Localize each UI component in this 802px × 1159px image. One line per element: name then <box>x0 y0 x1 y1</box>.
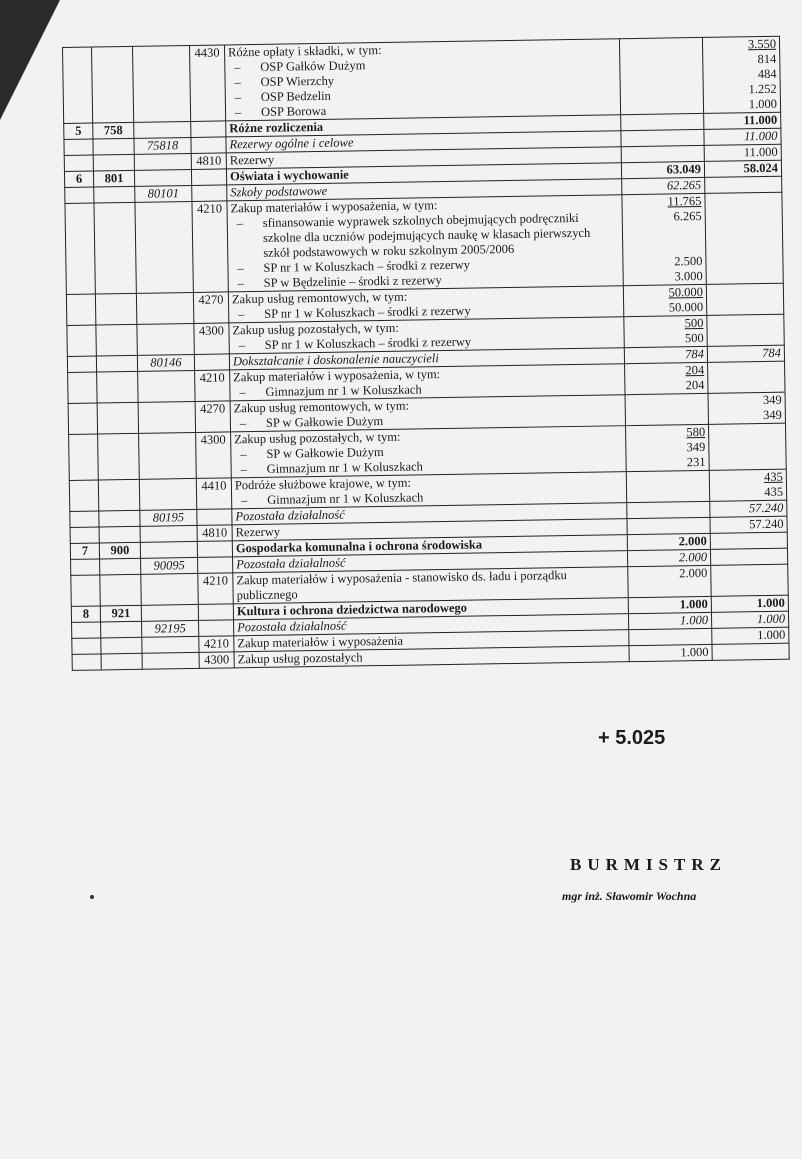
amount-value <box>714 533 784 549</box>
paragraph-code-cell: 4210 <box>199 636 234 653</box>
item-number-cell <box>67 356 96 372</box>
increase-amount-cell <box>629 628 712 645</box>
increase-amount-cell <box>621 129 704 146</box>
chapter-code-cell: 80195 <box>140 509 197 526</box>
item-number-cell <box>63 47 93 123</box>
paragraph-code-cell <box>198 604 233 621</box>
increase-amount-cell <box>621 113 704 130</box>
description-line: – OSP Bedzelin <box>229 84 617 105</box>
section-code-cell: 921 <box>100 605 141 622</box>
amount-value: 204 <box>685 362 705 378</box>
paragraph-code-cell <box>191 121 226 138</box>
decrease-amount-cell <box>710 532 787 549</box>
chapter-code-cell <box>139 432 197 479</box>
amount-value <box>630 518 706 534</box>
item-number-cell <box>69 480 98 511</box>
chapter-code-cell <box>138 370 195 402</box>
decrease-amount-cell <box>709 423 787 470</box>
amount-value: 1.000 <box>748 96 778 112</box>
paragraph-code-cell: 4810 <box>191 153 226 170</box>
amount-value <box>624 83 700 99</box>
amount-value: 3.000 <box>674 268 703 284</box>
amount-value <box>714 549 784 565</box>
description-line: Zakup usług remontowych, w tym: <box>231 289 408 307</box>
amount-value <box>629 409 705 425</box>
increase-amount-cell <box>621 161 704 178</box>
amount-value: 1.000 <box>756 611 786 627</box>
section-code-cell <box>95 293 136 325</box>
description-line: – SP w Gałkowie Dużym <box>234 410 622 431</box>
description-line: Zakup usług pozostałych, w tym: <box>232 320 399 338</box>
description-line: Rezerwy ogólne i celowe <box>229 135 354 152</box>
amount-value: 11.000 <box>743 112 778 128</box>
amount-value: 50.000 <box>668 299 704 315</box>
item-number-cell <box>71 559 100 575</box>
chapter-code-cell <box>141 604 198 621</box>
item-number-cell: 8 <box>71 606 100 622</box>
amount-value <box>624 130 700 146</box>
description-line: Pozostała działalność <box>237 618 347 635</box>
paragraph-code-cell: 4810 <box>197 525 232 542</box>
decrease-amount-cell <box>709 469 786 501</box>
amount-value: 580 <box>686 424 706 440</box>
item-number-cell: 6 <box>64 171 93 187</box>
amount-value <box>710 268 780 284</box>
amount-value: 2.000 <box>678 549 708 565</box>
description-line: Dokształcanie i doskonalenie nauczycieli <box>232 351 439 369</box>
description-line: – SP nr 1 w Koluszkach – środki z rezerwy <box>233 332 621 353</box>
section-code-cell <box>94 186 135 203</box>
increase-amount-cell <box>625 393 708 425</box>
section-code-cell <box>98 479 139 511</box>
chapter-code-cell <box>139 478 196 510</box>
section-code-cell <box>94 202 136 294</box>
section-code-cell <box>96 324 137 356</box>
chapter-code-cell <box>135 201 193 293</box>
paragraph-code-cell <box>198 557 233 574</box>
amount-value <box>711 377 781 393</box>
amount-value: 349 <box>763 407 782 423</box>
description-line: Różne rozliczenia <box>229 119 324 136</box>
amount-value <box>629 394 705 410</box>
amount-value <box>711 362 781 378</box>
section-code-cell <box>92 46 134 123</box>
description-line: – OSP Wierzchy <box>228 69 616 90</box>
scan-shadow <box>0 0 60 120</box>
description-line: Zakup usług remontowych, w tym: <box>233 398 410 416</box>
amount-value: 58.024 <box>743 160 779 176</box>
description-line: – Gimnazjum nr 1 w Koluszkach <box>235 487 623 508</box>
description-line: Gospodarka komunalna i ochrona środowiska <box>235 537 483 556</box>
description-cell <box>227 195 623 292</box>
section-code-cell: 900 <box>99 542 140 559</box>
item-number-cell: 7 <box>70 543 99 559</box>
chapter-code-cell: 90095 <box>141 557 198 574</box>
amount-value <box>710 299 780 315</box>
item-number-cell <box>72 654 101 670</box>
increase-amount-cell <box>627 549 710 566</box>
increase-amount-cell <box>626 470 709 502</box>
section-code-cell <box>97 402 138 434</box>
decrease-amount-cell <box>710 548 787 565</box>
amount-value: 435 <box>763 469 783 485</box>
description-line: Oświata i wychowanie <box>229 167 349 184</box>
amount-value <box>630 486 706 502</box>
chapter-code-cell <box>134 169 191 186</box>
description-line: szkół podstawowych w roku szkolnym 2005/2006 <box>263 241 515 260</box>
amount-value <box>624 114 700 130</box>
chapter-code-cell: 92195 <box>142 620 199 637</box>
paragraph-code-cell <box>191 169 226 186</box>
amount-value <box>626 224 702 240</box>
increase-amount-cell <box>628 596 711 613</box>
paragraph-code-cell: 4300 <box>196 432 232 479</box>
amount-value <box>709 223 779 239</box>
amount-value <box>709 253 779 269</box>
amount-value: 500 <box>684 330 704 346</box>
amount-value: 11.000 <box>743 128 778 144</box>
amount-value <box>623 53 699 69</box>
decrease-amount-cell <box>711 611 788 628</box>
increase-amount-cell <box>624 315 707 347</box>
section-code-cell <box>101 637 142 654</box>
chapter-code-cell <box>138 401 195 433</box>
paragraph-code-cell: 4300 <box>194 323 229 355</box>
decrease-amount-cell <box>704 112 781 129</box>
amount-value <box>714 580 784 596</box>
chapter-code-cell <box>142 636 199 653</box>
amount-value: 1.000 <box>680 644 709 660</box>
section-code-cell <box>100 558 141 575</box>
item-number-cell <box>65 203 95 294</box>
section-code-cell <box>99 526 140 543</box>
item-number-cell <box>68 403 97 434</box>
amount-value: 57.240 <box>749 516 784 532</box>
item-number-cell <box>71 575 100 606</box>
increase-amount-cell <box>626 424 710 471</box>
decrease-amount-cell <box>705 176 782 193</box>
description-line: – sfinansowanie wyprawek szkolnych obejmujących podręczniki <box>231 210 619 231</box>
item-number-cell <box>69 434 99 480</box>
amount-value <box>709 208 779 224</box>
increase-amount-cell <box>627 533 710 550</box>
amount-value <box>623 68 699 84</box>
signature-name: mgr inż. Sławomir Wochna <box>562 889 697 903</box>
section-code-cell <box>101 653 142 670</box>
amount-value: 484 <box>757 66 777 82</box>
increase-amount-cell <box>627 501 710 518</box>
section-code-cell <box>101 621 142 638</box>
amount-value: 11.765 <box>667 193 702 209</box>
amount-value <box>630 502 706 518</box>
increase-amount-cell <box>628 612 711 629</box>
decrease-amount-cell <box>712 627 789 644</box>
chapter-code-cell <box>141 573 198 605</box>
item-number-cell <box>64 139 93 155</box>
decrease-amount-cell <box>712 643 789 660</box>
amount-value: 231 <box>686 454 706 470</box>
amount-value: 1.252 <box>748 81 777 97</box>
item-number-cell <box>67 325 96 356</box>
section-code-cell: 758 <box>93 122 134 139</box>
item-number-cell <box>70 527 99 543</box>
description-cell <box>224 39 620 121</box>
paragraph-code-cell: 4300 <box>199 652 234 669</box>
amount-value <box>710 284 780 300</box>
decrease-amount-cell <box>704 128 781 145</box>
amount-value <box>711 330 781 346</box>
item-number-cell <box>72 638 101 654</box>
increase-amount-cell <box>622 193 706 285</box>
chapter-code-cell <box>142 652 199 669</box>
item-number-cell <box>65 187 94 203</box>
increase-amount-cell <box>625 362 708 394</box>
decrease-amount-cell <box>702 36 780 113</box>
amount-value <box>624 98 700 114</box>
amount-value: 3.550 <box>747 36 777 52</box>
amount-value <box>710 315 780 331</box>
description-line: szkolne dla uczniów podejmujących naukę w klasach pierwszych <box>262 225 591 245</box>
item-number-cell <box>68 372 97 403</box>
chapter-code-cell <box>137 323 194 355</box>
description-line: Zakup materiałów i wyposażenia - stanowisko ds. ładu i porządku <box>236 568 567 588</box>
decrease-amount-cell <box>708 392 785 424</box>
amount-value <box>712 454 782 470</box>
amount-value: 57.240 <box>748 500 784 516</box>
amount-value: 349 <box>762 392 782 408</box>
item-number-cell <box>64 155 93 171</box>
section-code-cell <box>93 138 134 155</box>
amount-value <box>631 581 707 597</box>
section-code-cell <box>99 510 140 527</box>
amount-value: 2.000 <box>679 565 708 581</box>
section-code-cell <box>98 433 140 480</box>
amount-value: 6.265 <box>673 208 702 224</box>
amount-value: 204 <box>685 377 705 393</box>
paragraph-code-cell <box>197 541 232 558</box>
description-line: Szkoły podstawowe <box>230 183 328 200</box>
amount-value <box>623 38 699 54</box>
description-line: – OSP Borowa <box>229 99 617 120</box>
chapter-code-cell <box>136 292 193 324</box>
decrease-amount-cell <box>704 144 781 161</box>
chapter-code-cell <box>134 121 191 138</box>
description-line: publicznego <box>236 587 298 603</box>
description-line: – SP nr 1 w Koluszkach – środki z rezerwy <box>231 255 619 276</box>
amount-value: 11.000 <box>743 144 778 160</box>
decrease-amount-cell <box>706 283 783 315</box>
amount-value <box>630 471 706 487</box>
budget-table-body <box>63 36 790 670</box>
paragraph-code-cell: 4270 <box>193 292 228 324</box>
document-page <box>62 36 786 671</box>
chapter-code-cell <box>140 541 197 558</box>
amount-value <box>712 424 782 440</box>
increase-amount-cell <box>628 565 711 597</box>
amount-value <box>715 644 785 660</box>
amount-value: 814 <box>757 51 777 67</box>
signature-block <box>562 855 770 904</box>
amount-value: 784 <box>685 346 705 362</box>
amount-value <box>712 439 782 455</box>
decrease-amount-cell <box>710 516 787 533</box>
decrease-amount-cell <box>707 345 784 362</box>
increase-amount-cell <box>624 346 707 363</box>
budget-table <box>62 36 790 671</box>
description-line: Podróże służbowe krajowe, w tym: <box>234 475 412 493</box>
paragraph-code-cell: 4430 <box>189 45 225 122</box>
description-line: – SP w Będzelinie – środki z rezerwy <box>232 270 620 291</box>
decrease-amount-cell <box>711 564 788 596</box>
amount-value: 1.000 <box>756 595 785 611</box>
amount-value <box>709 238 779 254</box>
paragraph-code-cell <box>194 354 229 371</box>
section-code-cell <box>96 355 137 372</box>
decrease-amount-cell <box>705 192 783 284</box>
decrease-amount-cell <box>707 314 784 346</box>
scan-speck <box>90 895 94 899</box>
description-line: – SP w Gałkowie Dużym <box>234 441 622 462</box>
section-code-cell <box>93 154 134 171</box>
amount-value <box>626 239 702 255</box>
section-code-cell: 801 <box>93 170 134 187</box>
description-line: Zakup materiałów i wyposażenia, w tym: <box>230 198 438 216</box>
chapter-code-cell <box>132 45 190 122</box>
paragraph-code-cell <box>199 620 234 637</box>
amount-value: 1.000 <box>679 596 708 612</box>
paragraph-code-cell: 4270 <box>195 401 230 433</box>
amount-value: 2.000 <box>678 533 707 549</box>
increase-amount-cell <box>629 644 712 661</box>
section-code-cell <box>97 371 138 403</box>
decrease-amount-cell <box>704 160 781 177</box>
item-number-cell <box>72 622 101 638</box>
increase-amount-cell <box>623 284 706 316</box>
paragraph-code-cell <box>191 137 226 154</box>
amount-value: 349 <box>686 439 706 455</box>
description-line: Zakup usług pozostałych, w tym: <box>234 429 401 447</box>
amount-value: 784 <box>762 345 782 361</box>
chapter-code-cell: 80146 <box>137 354 194 371</box>
decrease-amount-cell <box>711 595 788 612</box>
amount-value: 1.000 <box>679 612 709 628</box>
paragraph-code-cell: 4210 <box>192 201 228 293</box>
chapter-code-cell: 80101 <box>135 185 192 202</box>
amount-value: 1.000 <box>757 627 786 643</box>
description-line: – OSP Gałków Dużym <box>228 54 616 75</box>
amount-value <box>708 193 778 209</box>
amount-value: 435 <box>764 484 784 500</box>
amount-value <box>625 146 701 162</box>
paragraph-code-cell <box>192 185 227 202</box>
amount-value <box>714 565 784 581</box>
paragraph-code-cell: 4210 <box>198 573 233 605</box>
amount-value <box>708 177 778 193</box>
description-line: Zakup materiałów i wyposażenia, w tym: <box>233 367 441 385</box>
description-line: Pozostała działalność <box>235 507 345 524</box>
item-number-cell <box>70 511 99 527</box>
description-line: Rezerwy <box>229 152 275 168</box>
description-line: – SP nr 1 w Koluszkach – środki z rezerwy <box>232 301 620 322</box>
description-line: Rezerwy <box>235 524 281 540</box>
increase-amount-cell <box>621 145 704 162</box>
decrease-amount-cell <box>708 361 785 393</box>
amount-value: 2.500 <box>674 253 703 269</box>
signature-title: BURMISTRZ <box>570 855 727 874</box>
chapter-code-cell <box>140 525 197 542</box>
paragraph-code-cell: 4210 <box>195 370 230 402</box>
description-line: Pozostała działalność <box>236 555 346 572</box>
increase-amount-cell <box>627 517 710 534</box>
description-line: – Gimnazjum nr 1 w Koluszkach <box>233 379 621 400</box>
table-row <box>65 192 783 294</box>
description-line: Zakup usług pozostałych <box>237 650 363 667</box>
chapter-code-cell: 75818 <box>134 137 191 154</box>
increase-amount-cell <box>619 37 703 114</box>
description-cell <box>231 426 627 478</box>
amount-value: 62.265 <box>666 177 702 193</box>
chapter-code-cell <box>134 153 191 170</box>
item-number-cell: 5 <box>64 123 93 139</box>
paragraph-code-cell: 4410 <box>196 478 231 510</box>
decrease-amount-cell <box>710 500 787 517</box>
description-line: Zakup materiałów i wyposażenia <box>237 633 404 651</box>
amount-value: 500 <box>684 315 704 331</box>
description-line: – Gimnazjum nr 1 w Koluszkach <box>235 456 623 477</box>
amount-value: 63.049 <box>666 161 702 177</box>
section-code-cell <box>100 574 141 606</box>
amount-value: 50.000 <box>668 284 704 300</box>
description-line: Kultura i ochrona dziedzictwa narodowego <box>236 600 468 619</box>
item-number-cell <box>66 294 95 325</box>
grand-total: + 5.025 <box>598 727 666 749</box>
paragraph-code-cell <box>197 509 232 526</box>
increase-amount-cell <box>622 177 705 194</box>
amount-value <box>632 629 708 645</box>
description-line: Różne opłaty i składki, w tym: <box>227 42 382 60</box>
table-row <box>63 36 781 123</box>
